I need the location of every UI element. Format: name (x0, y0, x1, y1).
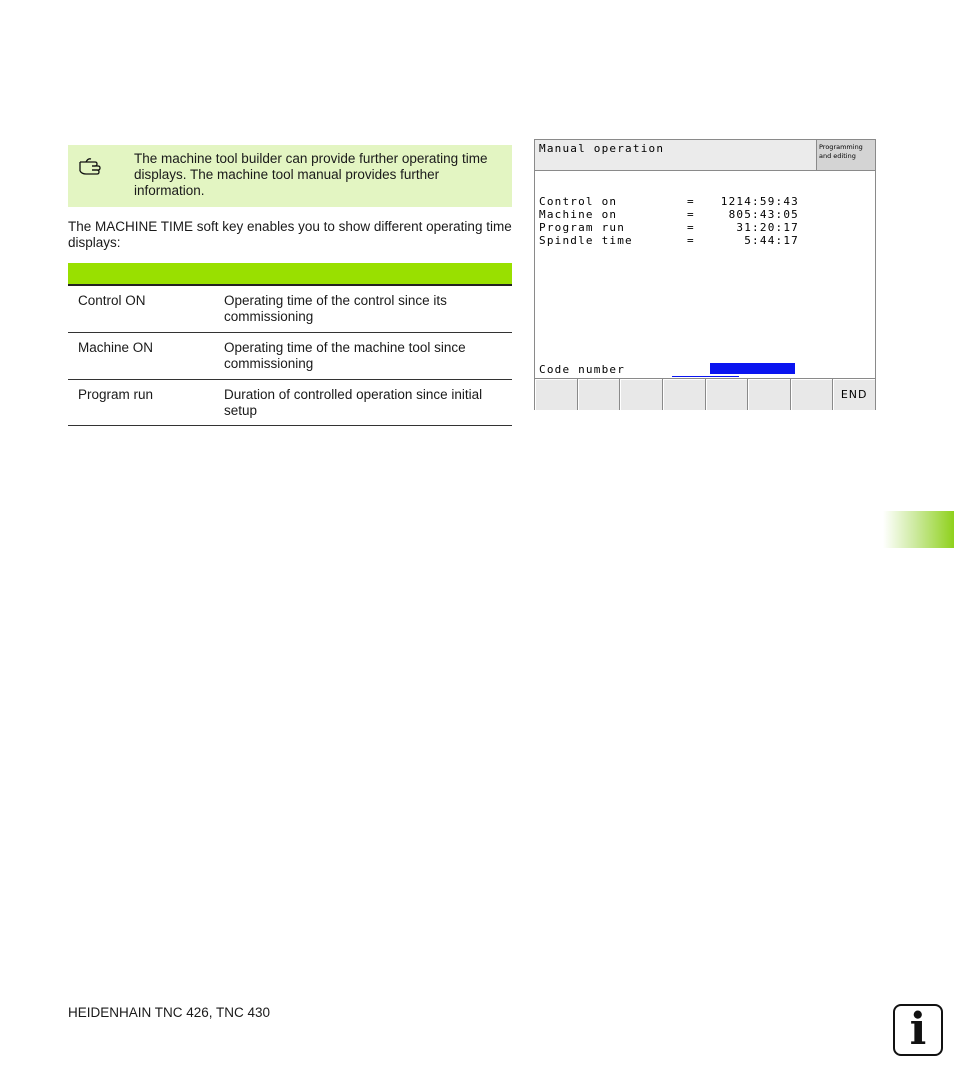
softkey-1[interactable] (535, 379, 578, 410)
readout-machine-on (539, 208, 799, 221)
row-description: Operating time of the control since its commissioning (224, 293, 447, 324)
softkey-end[interactable] (833, 379, 875, 410)
code-number-label: Code number (539, 363, 626, 376)
softkey-4[interactable] (663, 379, 706, 410)
softkey-2[interactable] (578, 379, 621, 410)
mode-label: Programming and editing (819, 143, 863, 160)
operating-time-table (68, 263, 512, 426)
row-name: Program run (78, 387, 154, 402)
page-footer: HEIDENHAIN TNC 426, TNC 430 (68, 1005, 271, 1020)
readout-control-on (539, 195, 799, 208)
equals-sign: = (687, 234, 695, 247)
softkey-6[interactable] (748, 379, 791, 410)
table-row (68, 286, 512, 333)
readout-value: 31:20:17 (736, 221, 799, 234)
pointing-hand-icon (78, 153, 108, 177)
chapter-tab (883, 511, 954, 548)
equals-sign: = (687, 208, 695, 221)
info-icon (893, 1004, 943, 1056)
intro-text: The MACHINE TIME soft key enables you to show different operating time displays: (68, 219, 512, 250)
readout-value: 805:43:05 (728, 208, 799, 221)
note-text: The machine tool builder can provide further operating time displays. The machine tool manual provides further information. (134, 151, 488, 198)
table-row (68, 333, 512, 380)
row-description: Duration of controlled operation since initial setup (224, 387, 483, 418)
table-row (68, 380, 512, 426)
readout-value: 5:44:17 (744, 234, 799, 247)
tnc-screen (534, 139, 876, 410)
readout-program-run (539, 221, 799, 234)
softkey-3[interactable] (620, 379, 663, 410)
input-underline (672, 376, 739, 377)
row-name: Control ON (78, 293, 146, 308)
softkey-5[interactable] (706, 379, 749, 410)
equals-sign: = (687, 221, 695, 234)
mode-indicator[interactable] (817, 140, 875, 171)
softkey-end-label: END (840, 388, 868, 401)
readout-label: Control on (539, 195, 618, 208)
readout-label: Spindle time (539, 234, 633, 247)
table-header (68, 263, 512, 286)
screen-title-bar (535, 140, 817, 171)
readout-label: Machine on (539, 208, 618, 221)
readout-spindle-time (539, 234, 799, 247)
row-name: Machine ON (78, 340, 154, 355)
row-description: Operating time of the machine tool since commissioning (224, 340, 466, 371)
softkey-bar (535, 378, 875, 410)
readout-label: Program run (539, 221, 626, 234)
equals-sign: = (687, 195, 695, 208)
info-glyph: i (909, 1004, 927, 1055)
code-number-input[interactable] (710, 363, 795, 374)
softkey-7[interactable] (791, 379, 834, 410)
note-box (68, 145, 512, 207)
screen-title: Manual operation (539, 142, 665, 155)
readout-value: 1214:59:43 (720, 195, 799, 208)
